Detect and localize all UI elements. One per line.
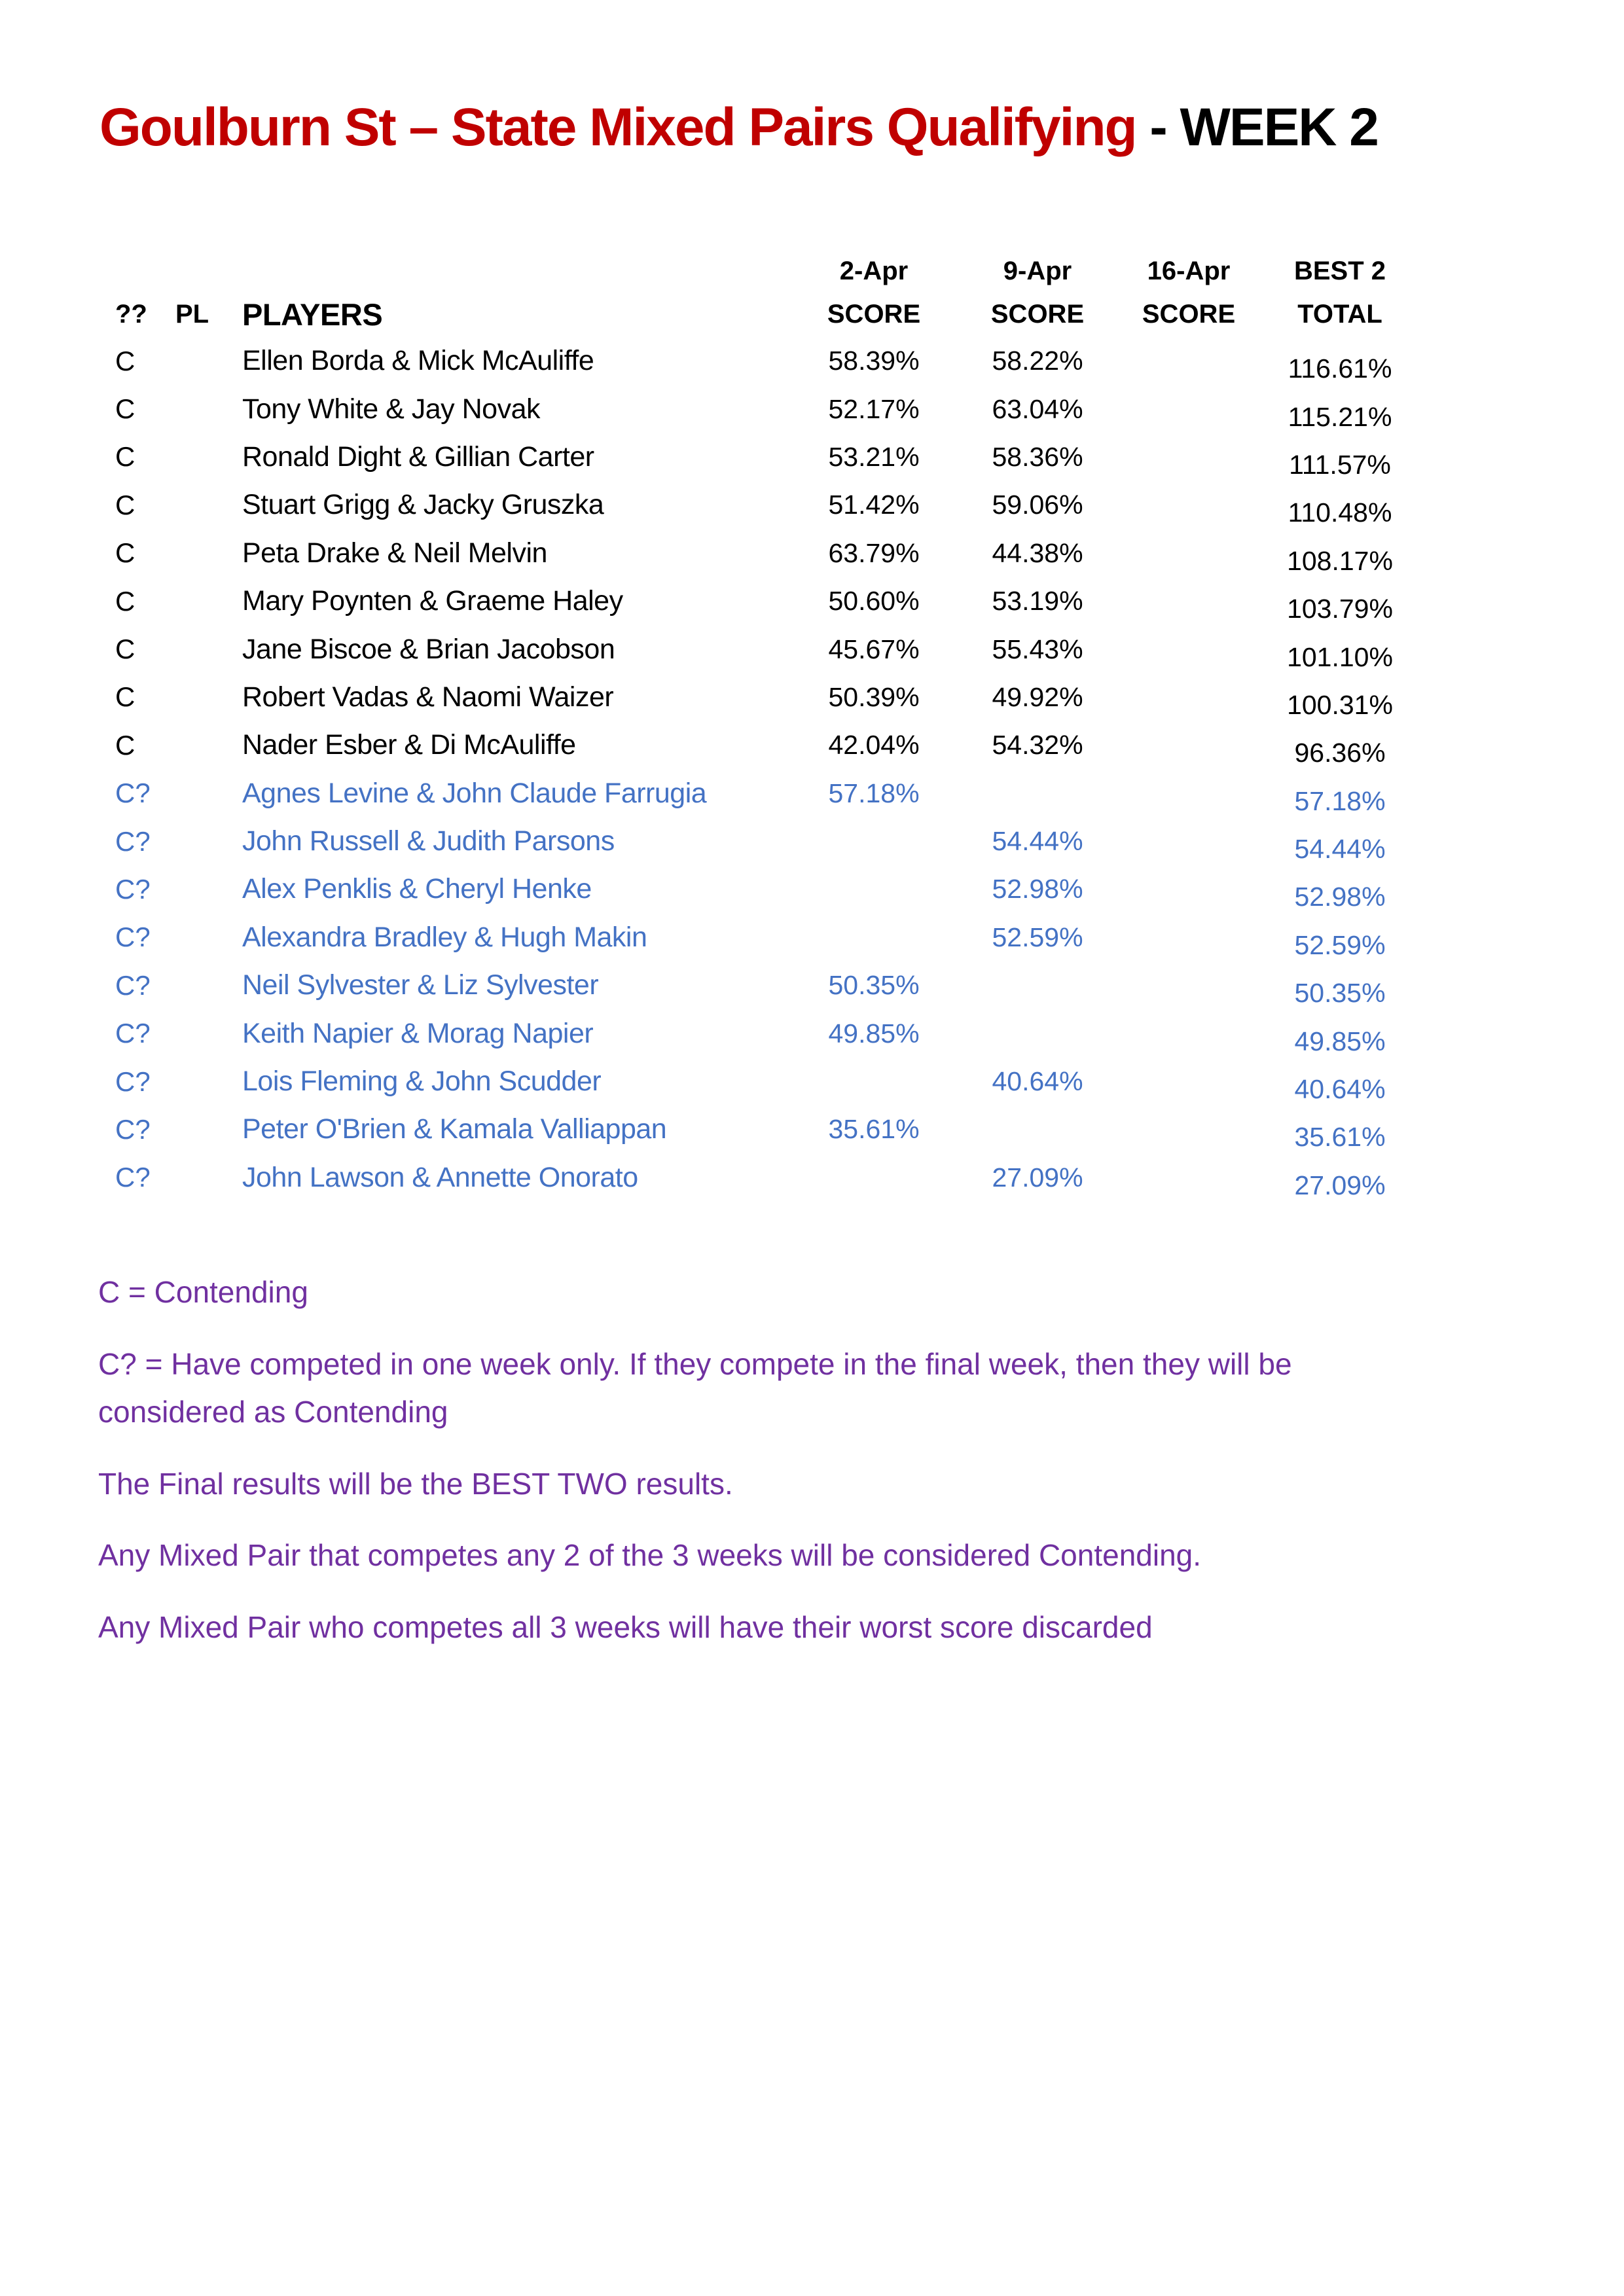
score1-cell: 53.21% [828,441,920,472]
players-cell: Robert Vadas & Naomi Waizer [242,681,614,713]
score2-cell: 58.22% [992,346,1083,376]
status-cell: C? [115,873,151,905]
table-row [111,865,1422,913]
total-cell: 50.35% [1294,978,1386,1009]
date-header-best2: BEST 2 [1293,256,1386,285]
score1-cell: 58.39% [828,346,920,376]
total-cell: 40.64% [1294,1074,1386,1105]
legend-line-contending: C = Contending [98,1275,308,1309]
players-cell: Agnes Levine & John Claude Farrugia [242,777,707,809]
table-row [111,337,1422,385]
table-row [111,1009,1422,1057]
status-cell: C? [115,969,151,1001]
table-date-header-row [111,251,1422,291]
total-cell: 96.36% [1294,738,1386,768]
total-cell: 52.98% [1294,882,1386,912]
score2-cell: 55.43% [992,634,1083,664]
players-cell: Alexandra Bradley & Hugh Makin [242,921,647,953]
table-row [111,385,1422,433]
score2-cell: 52.59% [992,922,1083,952]
table-row [111,1154,1422,1202]
table-row [111,1058,1422,1105]
score1-cell: 63.79% [828,537,920,568]
table-row [111,721,1422,769]
column-header-pl: PL [175,299,209,329]
score1-cell: 51.42% [828,490,920,520]
players-cell: John Lawson & Annette Onorato [242,1161,638,1193]
date-header-week1: 2-Apr [839,256,909,285]
total-cell: 111.57% [1289,449,1391,480]
players-cell: Peta Drake & Neil Melvin [242,537,547,569]
column-header-players: PLAYERS [242,296,383,332]
score1-cell: 42.04% [828,730,920,761]
total-cell: 35.61% [1294,1122,1386,1153]
status-cell: C? [115,1162,151,1193]
status-cell: C [115,345,135,376]
column-header-q: ?? [115,299,147,329]
total-cell: 101.10% [1287,641,1393,672]
players-cell: Ellen Borda & Mick McAuliffe [242,345,594,377]
total-cell: 57.18% [1294,785,1386,816]
table-row [111,673,1422,721]
table-row [111,625,1422,673]
table-row [111,817,1422,865]
column-header-score2: SCORE [990,299,1085,329]
score2-cell: 54.32% [992,730,1083,761]
table-row [111,1105,1422,1153]
total-cell: 100.31% [1287,689,1393,720]
status-cell: C [115,537,135,569]
date-header-week2: 9-Apr [1003,256,1072,285]
score1-cell: 50.35% [828,970,920,1001]
score2-cell: 53.19% [992,586,1083,617]
score2-cell: 52.98% [992,874,1083,905]
players-cell: John Russell & Judith Parsons [242,825,615,857]
score2-cell: 44.38% [992,537,1083,568]
score1-cell: 49.85% [828,1018,920,1049]
table-row [111,961,1422,1009]
score1-cell: 45.67% [828,634,920,664]
total-cell: 116.61% [1288,353,1392,384]
table-row [111,914,1422,961]
total-cell: 54.44% [1294,834,1386,865]
status-cell: C [115,729,135,761]
status-cell: C? [115,1018,151,1049]
results-table [111,251,1422,1202]
status-cell: C [115,585,135,617]
players-cell: Jane Biscoe & Brian Jacobson [242,633,615,665]
total-cell: 27.09% [1294,1170,1386,1200]
table-row [111,770,1422,817]
page-title-main: Goulburn St – State Mixed Pairs Qualifying [99,98,1136,157]
legend-line-two-of-three: Any Mixed Pair that competes any 2 of the 3 weeks will be considered Contending. [98,1538,1202,1573]
players-cell: Peter O'Brien & Kamala Valliappan [242,1113,667,1145]
score2-cell: 59.06% [992,490,1083,520]
score2-cell: 40.64% [992,1066,1083,1097]
legend-line-final-results: The Final results will be the BEST TWO results. [98,1466,733,1501]
status-cell: C? [115,1113,151,1145]
score1-cell: 50.60% [828,586,920,617]
total-cell: 110.48% [1288,497,1392,528]
score2-cell: 49.92% [992,681,1083,712]
status-cell: C [115,393,135,425]
table-row [111,481,1422,529]
total-cell: 103.79% [1287,594,1393,624]
players-cell: Mary Poynten & Graeme Haley [242,585,623,617]
score2-cell: 27.09% [992,1162,1083,1193]
score2-cell: 54.44% [992,826,1083,857]
players-cell: Nader Esber & Di McAuliffe [242,729,576,761]
column-header-score1: SCORE [827,299,921,329]
page-title [99,97,1378,158]
status-cell: C [115,489,135,520]
score2-cell: 63.04% [992,393,1083,424]
date-header-week3: 16-Apr [1147,256,1231,285]
total-cell: 115.21% [1288,401,1392,432]
legend-line-one-week: C? = Have competed in one week only. If they compete in the final week, then they will be considered as Contending [98,1346,1292,1429]
players-cell: Alex Penklis & Cheryl Henke [242,873,592,905]
table-rows [111,337,1422,1202]
total-cell: 52.59% [1294,929,1386,960]
page-title-suffix: - WEEK 2 [1136,98,1378,157]
status-cell: C? [115,1066,151,1097]
table-row [111,577,1422,625]
score2-cell: 58.36% [992,441,1083,472]
total-cell: 49.85% [1294,1026,1386,1056]
column-header-total: TOTAL [1297,299,1382,329]
status-cell: C [115,681,135,713]
total-cell: 108.17% [1287,545,1393,576]
status-cell: C? [115,825,151,857]
players-cell: Neil Sylvester & Liz Sylvester [242,969,599,1001]
column-header-score3: SCORE [1142,299,1236,329]
status-cell: C [115,634,135,665]
status-cell: C? [115,778,151,809]
status-cell: C [115,441,135,473]
players-cell: Tony White & Jay Novak [242,393,541,425]
players-cell: Keith Napier & Morag Napier [242,1017,594,1049]
score1-cell: 52.17% [828,393,920,424]
legend [98,1268,1394,1676]
players-cell: Ronald Dight & Gillian Carter [242,440,594,473]
score1-cell: 57.18% [828,778,920,808]
table-column-header-row [111,291,1422,337]
players-cell: Lois Fleming & John Scudder [242,1066,602,1098]
status-cell: C? [115,922,151,953]
table-row [111,433,1422,481]
score1-cell: 50.39% [828,681,920,712]
players-cell: Stuart Grigg & Jacky Gruszka [242,489,604,521]
table-row [111,529,1422,577]
score1-cell: 35.61% [828,1114,920,1145]
legend-line-worst-discarded: Any Mixed Pair who competes all 3 weeks will have their worst score discarded [98,1609,1153,1644]
